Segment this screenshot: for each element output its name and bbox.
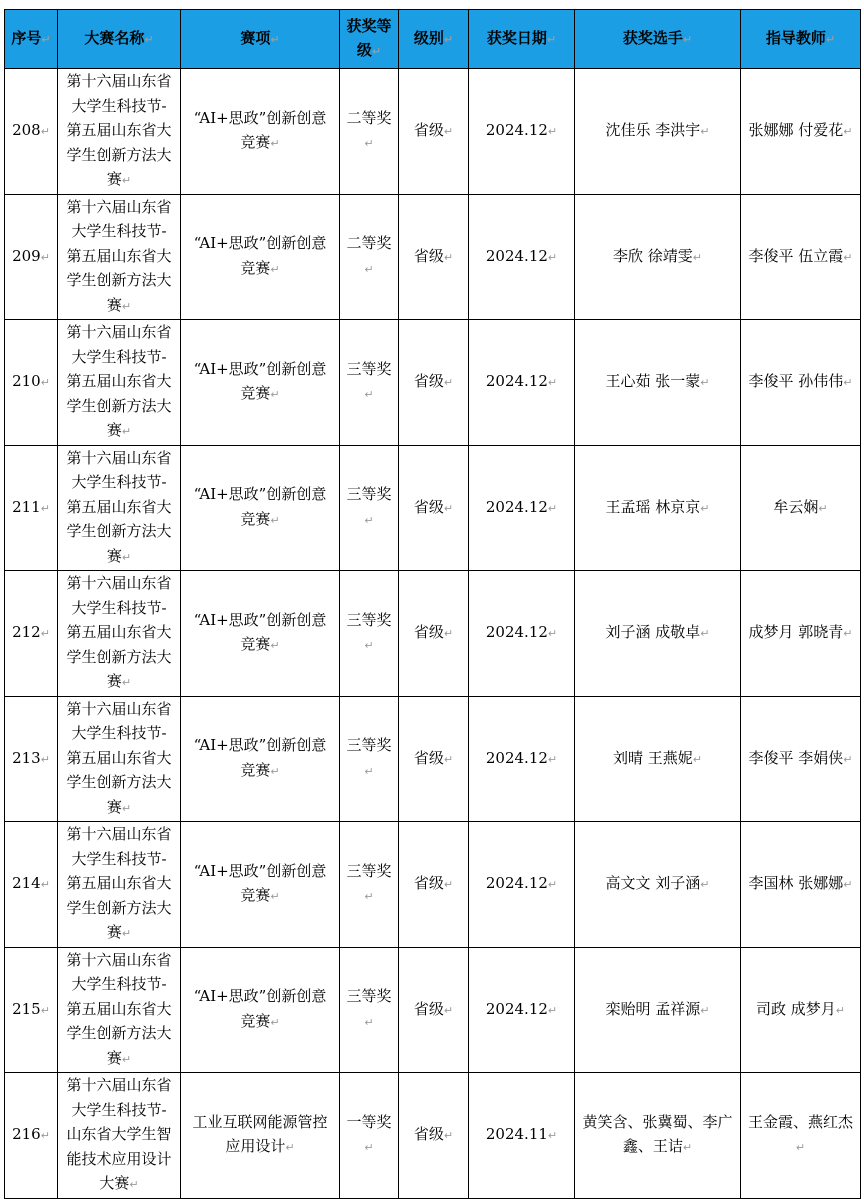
- cell-no: 211↵: [5, 445, 58, 571]
- cell-level: 省级↵: [399, 571, 469, 697]
- cell-players: 刘子涵 成敬卓↵: [575, 571, 741, 697]
- cell-prize: 一等奖↵: [340, 1073, 399, 1199]
- header-contest-name: 大赛名称↵: [58, 10, 181, 69]
- header-players: 获奖选手↵: [575, 10, 741, 69]
- cell-prize: 三等奖↵: [340, 822, 399, 948]
- header-date: 获奖日期↵: [469, 10, 575, 69]
- cell-players: 李欣 徐靖雯↵: [575, 194, 741, 320]
- table-row: [5, 445, 861, 571]
- cell-level: 省级↵: [399, 822, 469, 948]
- table-row: [5, 194, 861, 320]
- cell-contest-name: 第十六届山东省大学生科技节-第五届山东省大学生创新方法大赛↵: [58, 320, 181, 446]
- cell-contest-name: 第十六届山东省大学生科技节-第五届山东省大学生创新方法大赛↵: [58, 696, 181, 822]
- cell-no: 214↵: [5, 822, 58, 948]
- cell-no: 210↵: [5, 320, 58, 446]
- cell-date: 2024.12↵: [469, 445, 575, 571]
- cell-event: “AI+思政”创新创意竞赛↵: [181, 947, 340, 1073]
- cell-no: 215↵: [5, 947, 58, 1073]
- cell-prize: 二等奖↵: [340, 194, 399, 320]
- header-event: 赛项↵: [181, 10, 340, 69]
- cell-event: “AI+思政”创新创意竞赛↵: [181, 822, 340, 948]
- cell-contest-name: 第十六届山东省大学生科技节-第五届山东省大学生创新方法大赛↵: [58, 947, 181, 1073]
- table-row: [5, 947, 861, 1073]
- cell-players: 高文文 刘子涵↵: [575, 822, 741, 948]
- table-row: [5, 69, 861, 195]
- table-row: [5, 696, 861, 822]
- table-row: [5, 320, 861, 446]
- cell-prize: 三等奖↵: [340, 320, 399, 446]
- cell-event: “AI+思政”创新创意竞赛↵: [181, 69, 340, 195]
- cell-players: 王孟瑶 林京京↵: [575, 445, 741, 571]
- cell-no: 208↵: [5, 69, 58, 195]
- cell-players: 黄笑含、张冀蜀、李广鑫、王诘↵: [575, 1073, 741, 1199]
- cell-level: 省级↵: [399, 194, 469, 320]
- cell-event: 工业互联网能源管控应用设计↵: [181, 1073, 340, 1199]
- cell-event: “AI+思政”创新创意竞赛↵: [181, 696, 340, 822]
- table-row: [5, 571, 861, 697]
- cell-event: “AI+思政”创新创意竞赛↵: [181, 194, 340, 320]
- cell-contest-name: 第十六届山东省大学生科技节-第五届山东省大学生创新方法大赛↵: [58, 445, 181, 571]
- cell-players: 王心茹 张一蒙↵: [575, 320, 741, 446]
- cell-date: 2024.12↵: [469, 947, 575, 1073]
- cell-date: 2024.12↵: [469, 69, 575, 195]
- header-level: 级别↵: [399, 10, 469, 69]
- cell-level: 省级↵: [399, 947, 469, 1073]
- table-row: [5, 1073, 861, 1199]
- header-no: 序号↵: [5, 10, 58, 69]
- cell-players: 沈佳乐 李洪宇↵: [575, 69, 741, 195]
- awards-table: [4, 9, 861, 1199]
- cell-date: 2024.12↵: [469, 571, 575, 697]
- cell-level: 省级↵: [399, 696, 469, 822]
- cell-teachers: 李俊平 孙伟伟↵: [741, 320, 861, 446]
- cell-teachers: 张娜娜 付爱花↵: [741, 69, 861, 195]
- cell-level: 省级↵: [399, 1073, 469, 1199]
- cell-prize: 二等奖↵: [340, 69, 399, 195]
- cell-level: 省级↵: [399, 69, 469, 195]
- cell-no: 212↵: [5, 571, 58, 697]
- cell-no: 216↵: [5, 1073, 58, 1199]
- cell-teachers: 李俊平 伍立霞↵: [741, 194, 861, 320]
- header-teachers: 指导教师↵: [741, 10, 861, 69]
- cell-teachers: 王金霞、燕红杰↵: [741, 1073, 861, 1199]
- cell-teachers: 牟云娴↵: [741, 445, 861, 571]
- cell-players: 栾贻明 孟祥源↵: [575, 947, 741, 1073]
- header-row: [5, 10, 861, 69]
- cell-players: 刘晴 王燕妮↵: [575, 696, 741, 822]
- cell-teachers: 李俊平 李娟侠↵: [741, 696, 861, 822]
- cell-contest-name: 第十六届山东省大学生科技节-第五届山东省大学生创新方法大赛↵: [58, 822, 181, 948]
- cell-teachers: 李国林 张娜娜↵: [741, 822, 861, 948]
- table-row: [5, 822, 861, 948]
- cell-date: 2024.12↵: [469, 696, 575, 822]
- cell-level: 省级↵: [399, 320, 469, 446]
- cell-contest-name: 第十六届山东省大学生科技节-山东省大学生智能技术应用设计大赛↵: [58, 1073, 181, 1199]
- cell-level: 省级↵: [399, 445, 469, 571]
- cell-date: 2024.12↵: [469, 320, 575, 446]
- cell-contest-name: 第十六届山东省大学生科技节-第五届山东省大学生创新方法大赛↵: [58, 571, 181, 697]
- cell-teachers: 司政 成梦月↵: [741, 947, 861, 1073]
- cell-contest-name: 第十六届山东省大学生科技节-第五届山东省大学生创新方法大赛↵: [58, 69, 181, 195]
- cell-event: “AI+思政”创新创意竞赛↵: [181, 320, 340, 446]
- cell-teachers: 成梦月 郭晓青↵: [741, 571, 861, 697]
- cell-no: 213↵: [5, 696, 58, 822]
- cell-date: 2024.12↵: [469, 822, 575, 948]
- cell-date: 2024.11↵: [469, 1073, 575, 1199]
- cell-prize: 三等奖↵: [340, 947, 399, 1073]
- cell-date: 2024.12↵: [469, 194, 575, 320]
- cell-contest-name: 第十六届山东省大学生科技节-第五届山东省大学生创新方法大赛↵: [58, 194, 181, 320]
- cell-event: “AI+思政”创新创意竞赛↵: [181, 445, 340, 571]
- cell-prize: 三等奖↵: [340, 696, 399, 822]
- cell-prize: 三等奖↵: [340, 445, 399, 571]
- cell-no: 209↵: [5, 194, 58, 320]
- cell-event: “AI+思政”创新创意竞赛↵: [181, 571, 340, 697]
- header-prize: 获奖等级↵: [340, 10, 399, 69]
- cell-prize: 三等奖↵: [340, 571, 399, 697]
